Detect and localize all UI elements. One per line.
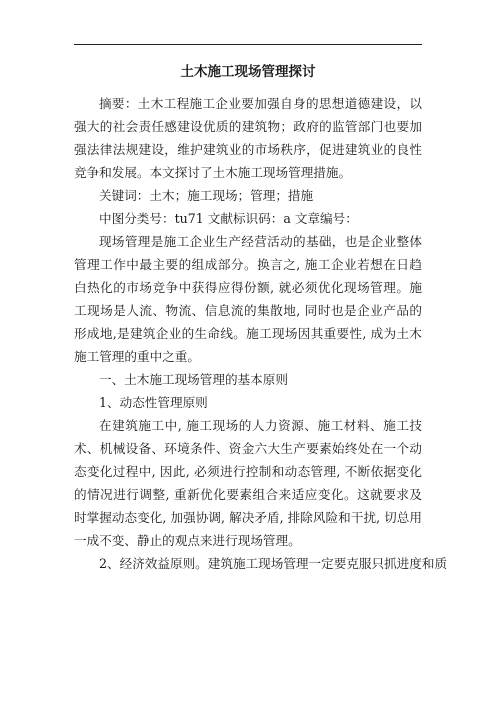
intro-paragraph: 现场管理是施工企业生产经营活动的基础，也是企业整体管理工作中最主要的组成部分。换言之, 施工企业若想在日趋白热化的市场竞争中获得应得份额, 就必须优化现场管理。施工现场是人流、物流、信息流的集散地, 同时也是企业产品的形成地,是建筑企业的生命线。施工现场因其重要性, 成为土木施工管理的重中之重。 <box>74 234 422 364</box>
dynamic-management-paragraph: 在建筑施工中, 施工现场的人力资源、施工材料、施工技术、机械设备、环境条件、资金六大生产要素始终处在一个动态变化过程中, 因此, 必须进行控制和动态管理, 不断依据变化的情况进行调整, 重新优化要素组合来适应变化。这就要求及时掌握动态变化, 加强协调, 解决矛盾, 排除风险和干扰, 切总用一成不变、静止的观点来进行现场管理。 <box>74 418 422 548</box>
economic-benefit-paragraph: 2、经济效益原则。建筑施工现场管理一定要克服只抓进度和质 <box>99 556 448 571</box>
document-body <box>74 92 448 575</box>
header-rule <box>74 44 422 45</box>
classification-line: 中图分类号：tu71 文献标识码：a 文章编号： <box>99 211 358 226</box>
keywords-line: 关键词：土木；施工现场；管理；措施 <box>99 188 314 203</box>
subsection-heading-1: 1、动态性管理原则 <box>99 395 208 410</box>
abstract-paragraph: 摘要：土木工程施工企业要加强自身的思想道德建设，以强大的社会责任感建设优质的建筑物；政府的监管部门也要加强法律法规建设，维护建筑业的市场秩序，促进建筑业的良性竞争和发展。本文探讨了土木施工现场管理措施。 <box>74 96 422 180</box>
section-heading-1: 一、土木施工现场管理的基本原则 <box>99 372 288 387</box>
document-title: 土木施工现场管理探讨 <box>180 64 316 80</box>
